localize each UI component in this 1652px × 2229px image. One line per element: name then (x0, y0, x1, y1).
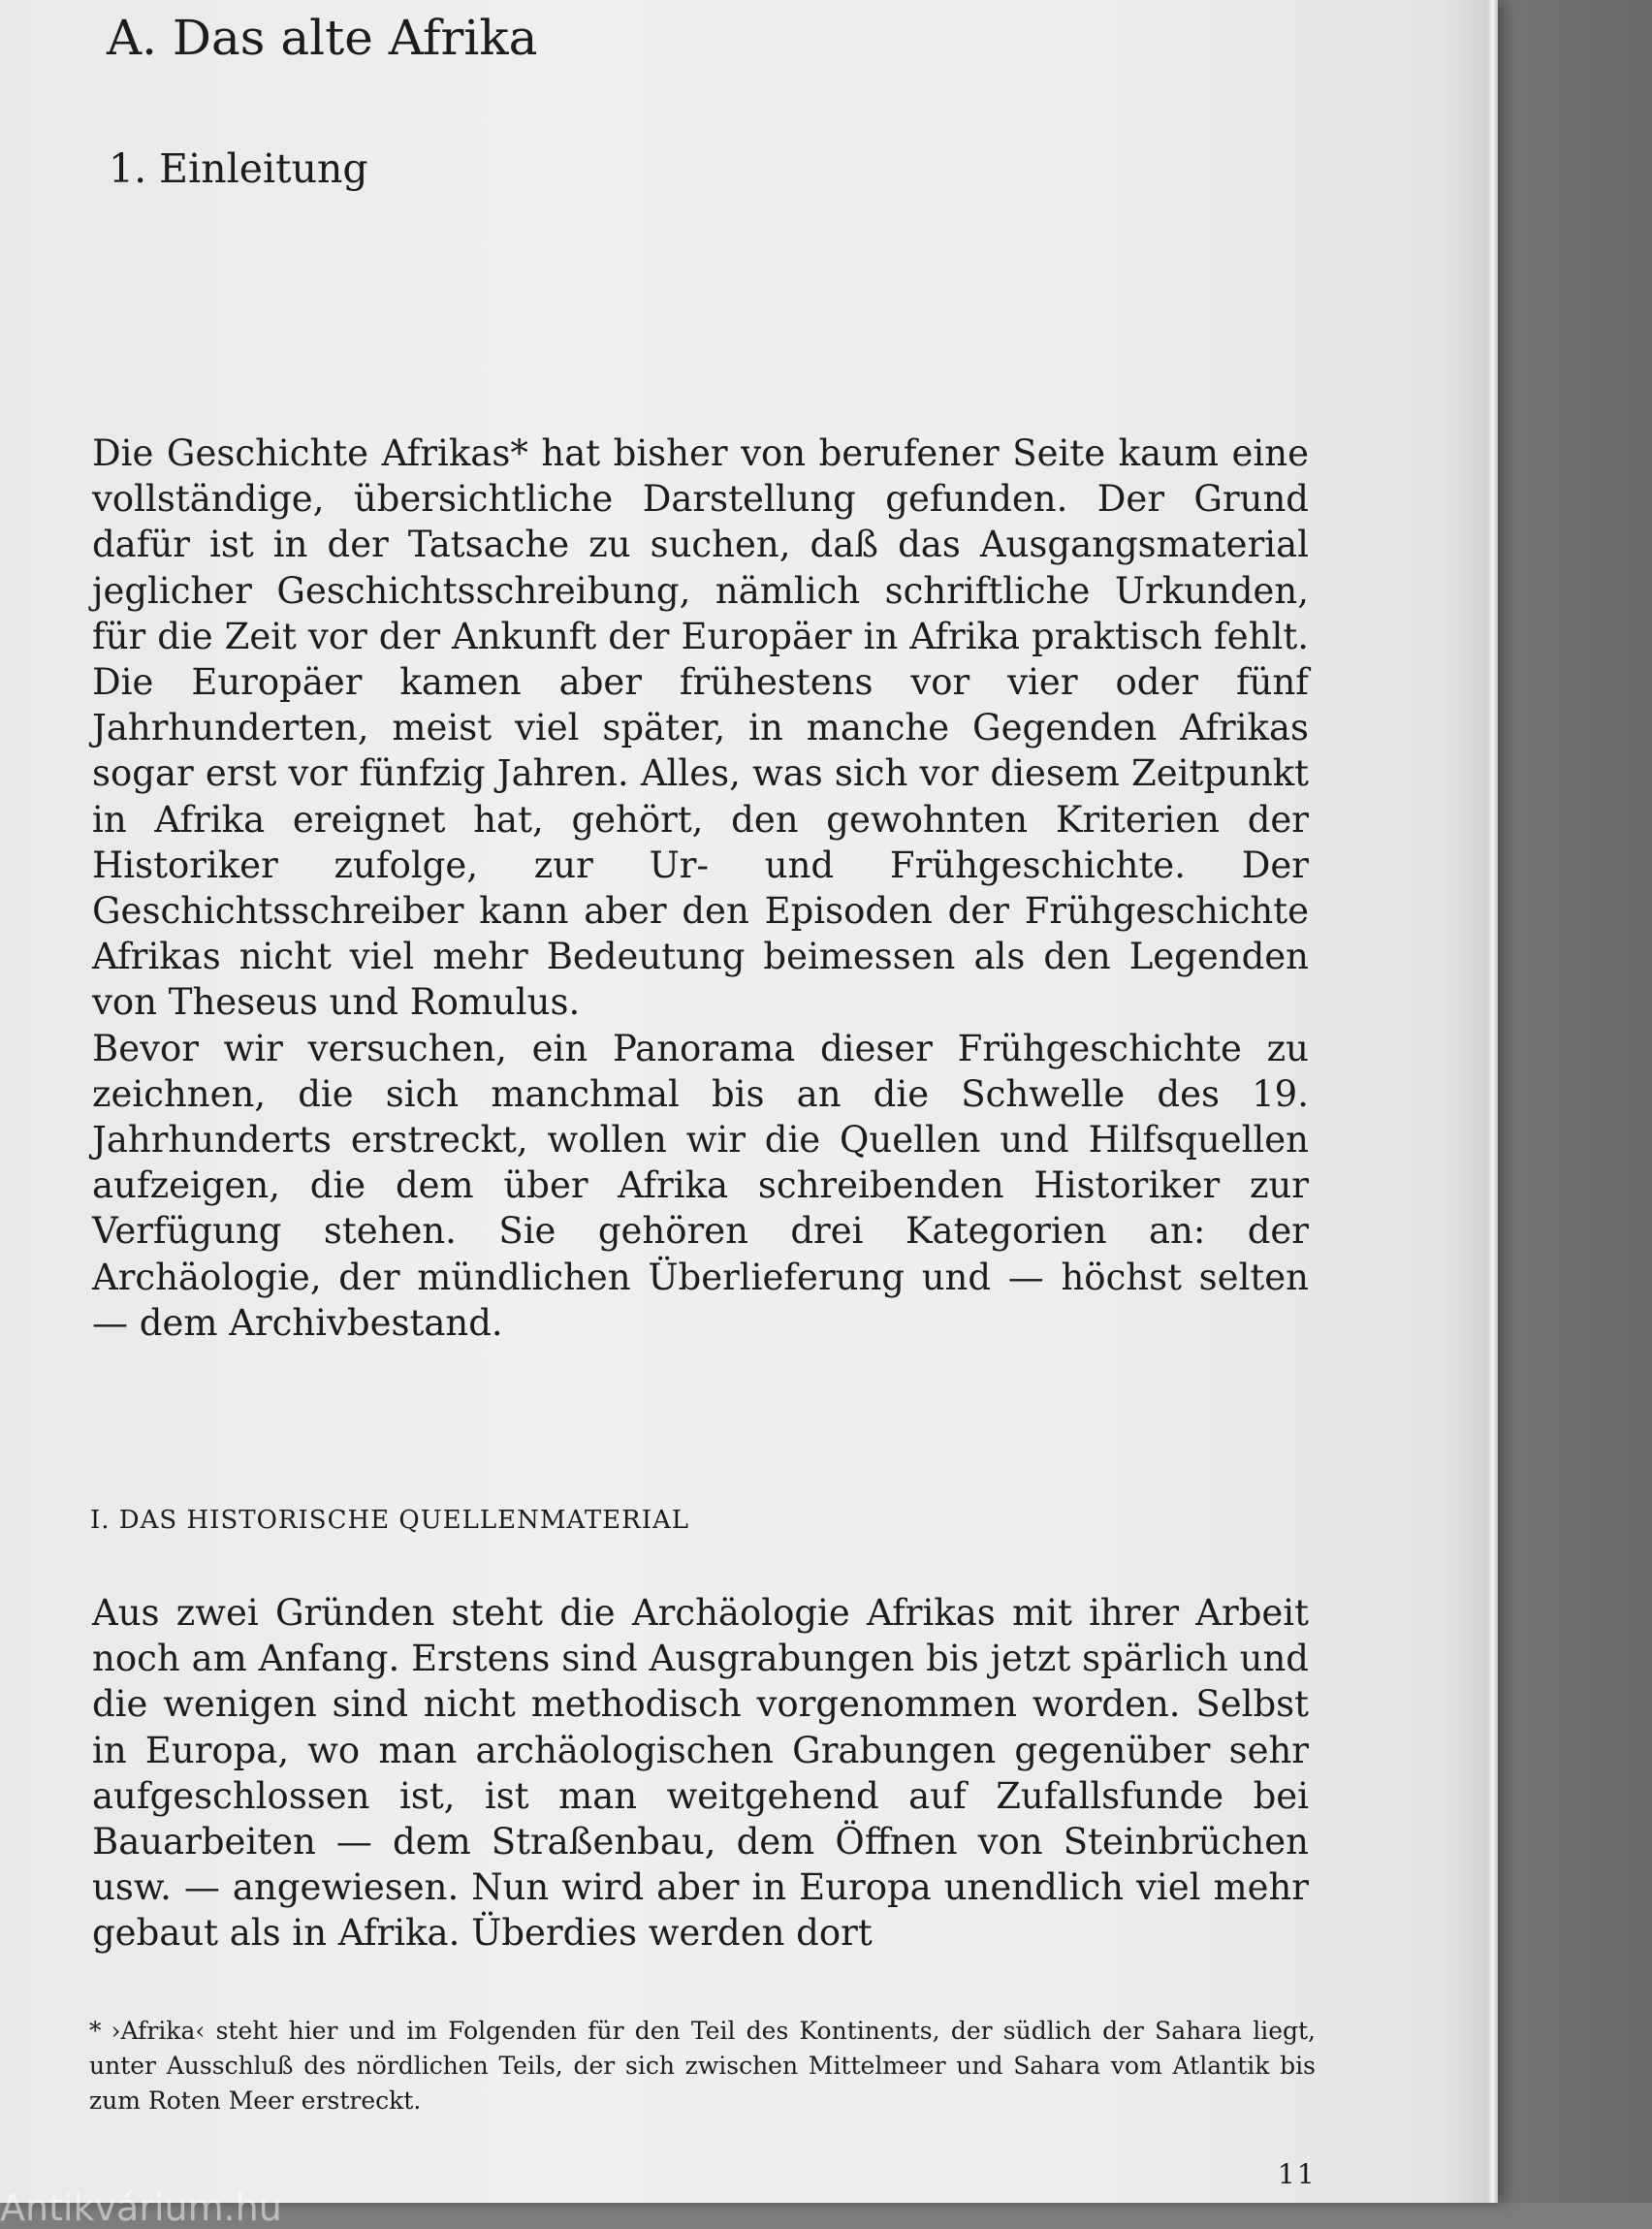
page-edge (1488, 0, 1498, 2203)
footnote (89, 2014, 1316, 2118)
intro-paragraph: Die Geschichte Afrikas* hat bisher von berufener Seite kaum eine vollständige, übersichtliche Darstellung gefunden. Der Grund dafür ist in der Tatsache zu suchen, daß das Ausgangsmaterial jeglicher Geschichtsschreibung, nämlich schriftliche Urkunden, für die Zeit vor der Ankunft der Europäer in Afrika praktisch fehlt. Die Europäer kamen aber frühestens vor vier oder fünf Jahrhunderten, meist viel später, in manche Gegenden Afrikas sogar erst vor fünfzig Jahren. Alles, was sich vor diesem Zeitpunkt in Afrika ereignet hat, gehört, den gewohnten Kriterien der Historiker zufolge, zur Ur- und Frühgeschichte. Der Geschichtsschreiber kann aber den Episoden der Frühgeschichte Afrikas nicht viel mehr Bedeutung beimessen als den Legenden von Theseus und Romulus. (92, 432, 1309, 1024)
intro-text (92, 430, 1309, 1346)
page-number: 11 (1278, 2158, 1317, 2190)
footnote-text: ›Afrika‹ steht hier und im Folgenden für den Teil des Kontinents, der südlich der Sahara liegt, unter Ausschluß des nördlichen Teils, der sich zwischen Mittelmeer und Sahara vom Atlantik bis zum Roten Meer erstreckt. (89, 2017, 1316, 2115)
intro-paragraph: Bevor wir versuchen, ein Panorama dieser Frühgeschichte zu zeichnen, die sich manchmal bis an die Schwelle des 19. Jahrhunderts erstreckt, wollen wir die Quellen und Hilfsquellen aufzeigen, die dem über Afrika schreibenden Historiker zur Verfügung stehen. Sie gehören drei Kategorien an: der Archäologie, der mündlichen Überlieferung und — höchst selten — dem Archivbestand. (92, 1027, 1309, 1344)
footnote-marker: * (89, 2017, 102, 2045)
section-title: 1. Einleitung (109, 145, 368, 192)
chapter-title: A. Das alte Afrika (107, 10, 538, 66)
archaeology-paragraph: Aus zwei Gründen steht die Archäologie Afrikas mit ihrer Arbeit noch am Anfang. Erstens sind Ausgrabungen bis jetzt spärlich und die wenigen sind nicht methodisch vorgenommen worden. Selbst in Europa, wo man archäologischen Grabungen gegenüber sehr aufgeschlossen ist, ist man weitgehend auf Zufallsfunde bei Bauarbeiten — dem Straßenbau, dem Öffnen von Steinbrüchen usw. — angewiesen. Nun wird aber in Europa unendlich viel mehr gebaut als in Afrika. Überdies werden dort (92, 1592, 1309, 1955)
watermark: Antikvárium.hu (0, 2186, 282, 2229)
archaeology-text (92, 1590, 1309, 1957)
subheading: I. DAS HISTORISCHE QUELLENMATERIAL (90, 1506, 690, 1535)
